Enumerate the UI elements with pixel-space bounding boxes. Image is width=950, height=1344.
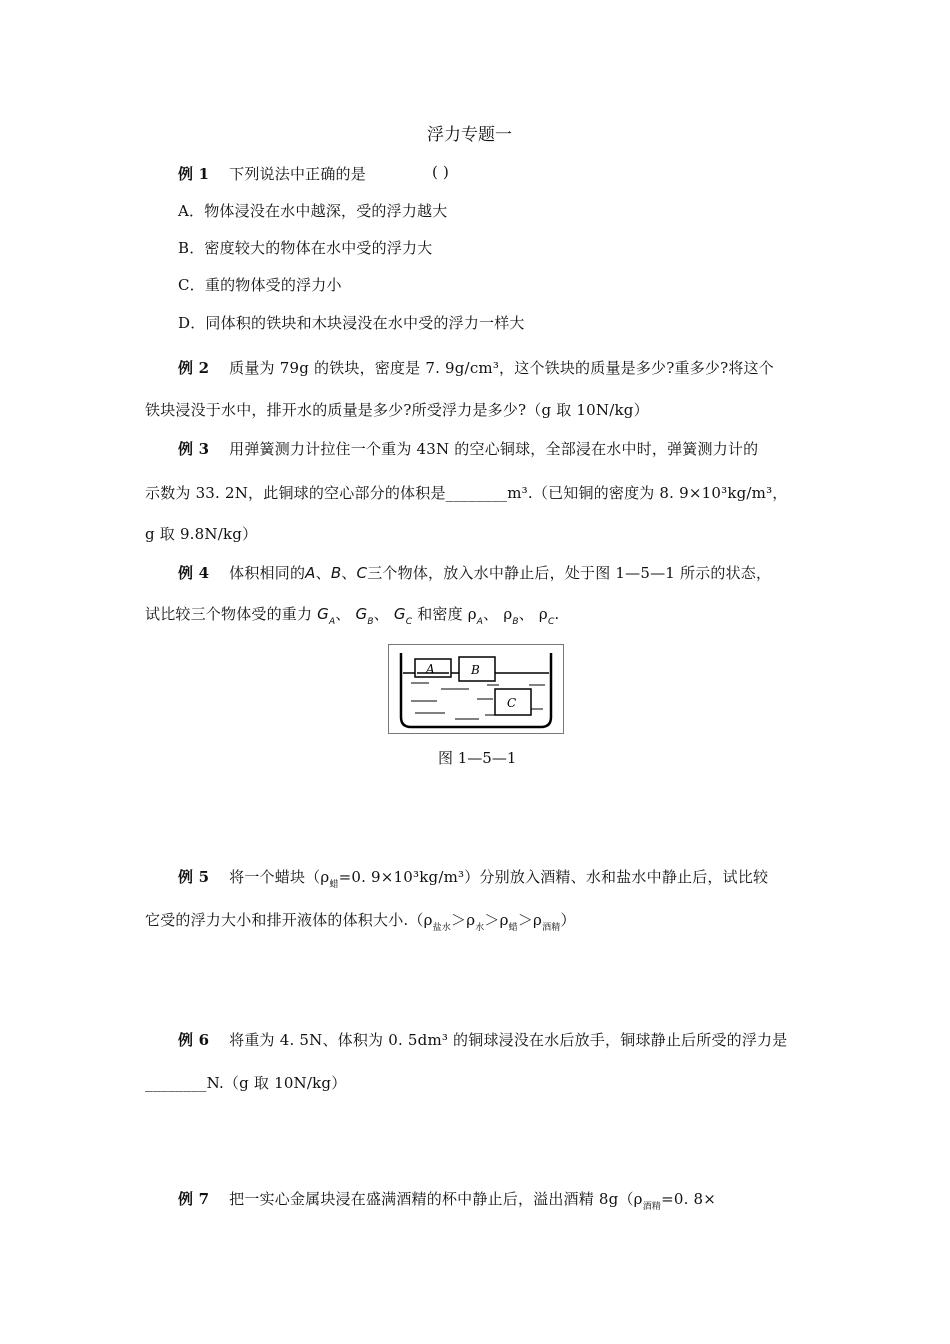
- figure-caption: 图 1—5—1: [438, 749, 517, 767]
- var-a: A: [305, 564, 316, 582]
- example-4-text-1b: 三个物体，放入水中静止后，处于图 1—5—1 所示的状态，: [367, 564, 772, 582]
- example-7-label: 例 7: [178, 1190, 210, 1208]
- option-c: C．重的物体受的浮力小: [178, 276, 342, 294]
- subscript-alcohol: 酒精: [642, 1202, 662, 1212]
- example-5-line-2: [145, 909, 576, 933]
- example-2-line-2: 铁块浸没于水中，排开水的质量是多少?所受浮力是多少?（g 取 10N/kg）: [145, 401, 649, 419]
- example-2-text-1: 质量为 79g 的铁块，密度是 7. 9g/cm³，这个铁块的质量是多少?重多少?将这个: [229, 359, 774, 377]
- example-3-label: 例 3: [178, 440, 210, 458]
- example-7-line-1: [178, 1188, 716, 1212]
- container-diagram: [389, 645, 563, 733]
- example-4-line-1: [178, 562, 771, 583]
- example-4-text-1a: 体积相同的: [229, 564, 306, 582]
- weight-symbol: G: [393, 605, 406, 623]
- subscript-c: C: [547, 617, 555, 627]
- subscript-water: 水: [475, 923, 485, 933]
- separator: 、: [341, 564, 357, 582]
- subscript-b: B: [512, 617, 519, 627]
- figure-container: [388, 644, 564, 734]
- subscript-wax: 蜡: [508, 923, 518, 933]
- example-5-text-1b: =0. 9×10³kg/m³）分别放入酒精、水和盐水中静止后，试比较: [338, 868, 769, 886]
- example-5-line-1: [178, 866, 768, 890]
- example-4-line-2: [145, 603, 559, 627]
- greater-than: ＞ρ: [451, 911, 476, 929]
- example-6-line-1: [178, 1029, 787, 1050]
- density-symbol: ρ: [467, 605, 477, 623]
- example-6-text-1: 将重为 4. 5N、体积为 0. 5dm³ 的铜球浸没在水后放手，铜球静止后所受的浮力是: [229, 1031, 788, 1049]
- separator: 、: [315, 564, 331, 582]
- option-a: A．物体浸没在水中越深，受的浮力越大: [178, 202, 448, 220]
- example-4-label: 例 4: [178, 564, 210, 582]
- example-6-label: 例 6: [178, 1031, 210, 1049]
- example-1-text: 下列说法中正确的是: [229, 165, 366, 183]
- weight-symbol: G: [317, 605, 329, 623]
- subscript-alcohol: 酒精: [542, 923, 561, 933]
- density-symbol: ρ: [538, 605, 548, 623]
- option-b: B．密度较大的物体在水中受的浮力大: [178, 239, 433, 257]
- density-symbol: ρ: [503, 605, 513, 623]
- subscript-salt-water: 盐水: [432, 923, 451, 933]
- answer-bracket: ( ): [432, 163, 450, 181]
- separator: 、: [483, 605, 499, 623]
- var-b: B: [330, 564, 342, 582]
- greater-than: ＞ρ: [484, 911, 509, 929]
- example-5-text-2a: 它受的浮力大小和排开液体的体积大小.（ρ: [145, 911, 433, 929]
- subscript-wax: 蜡: [329, 880, 339, 890]
- weight-symbol: G: [355, 605, 368, 623]
- example-3-text-1: 用弹簧测力计拉住一个重为 43N 的空心铜球，全部浸在水中时，弹簧测力计的: [229, 440, 759, 458]
- separator: 、: [373, 605, 389, 623]
- example-3-line-3: g 取 9.8N/kg）: [145, 525, 258, 543]
- close-paren: ）: [560, 911, 576, 929]
- subscript-a: A: [476, 617, 484, 627]
- example-4-text-2b: 和密度: [417, 605, 463, 623]
- example-5-text-1a: 将一个蜡块（ρ: [229, 868, 330, 886]
- subscript-a: A: [329, 617, 336, 627]
- example-7-text-1a: 把一实心金属块浸在盛满酒精的杯中静止后，溢出酒精 8g（ρ: [229, 1190, 643, 1208]
- example-2-label: 例 2: [178, 359, 210, 377]
- label-a: A: [426, 662, 435, 676]
- example-1-label: 例 1: [178, 165, 210, 183]
- greater-than: ＞ρ: [517, 911, 543, 929]
- example-1-question: [178, 163, 366, 184]
- example-7-text-1b: =0. 8×: [661, 1190, 717, 1208]
- example-3-line-2: 示数为 33. 2N，此铜球的空心部分的体积是________m³.（已知铜的密度为 8. 9×10³kg/m³，: [145, 484, 788, 502]
- var-c: C: [356, 564, 368, 582]
- label-b: B: [471, 663, 480, 677]
- subscript-c: C: [405, 617, 413, 627]
- subscript-b: B: [367, 617, 374, 627]
- separator: 、: [518, 605, 534, 623]
- page-title: 浮力专题一: [427, 125, 512, 145]
- option-d: D．同体积的铁块和木块浸没在水中受的浮力一样大: [178, 314, 525, 332]
- label-c: C: [507, 696, 517, 710]
- example-3-line-1: [178, 438, 758, 459]
- example-4-text-2a: 试比较三个物体受的重力: [145, 605, 313, 623]
- example-5-label: 例 5: [178, 868, 210, 886]
- period: .: [554, 605, 560, 623]
- example-2-line-1: [178, 357, 774, 378]
- separator: 、: [335, 605, 351, 623]
- example-6-line-2: ________N.（g 取 10N/kg）: [145, 1074, 347, 1092]
